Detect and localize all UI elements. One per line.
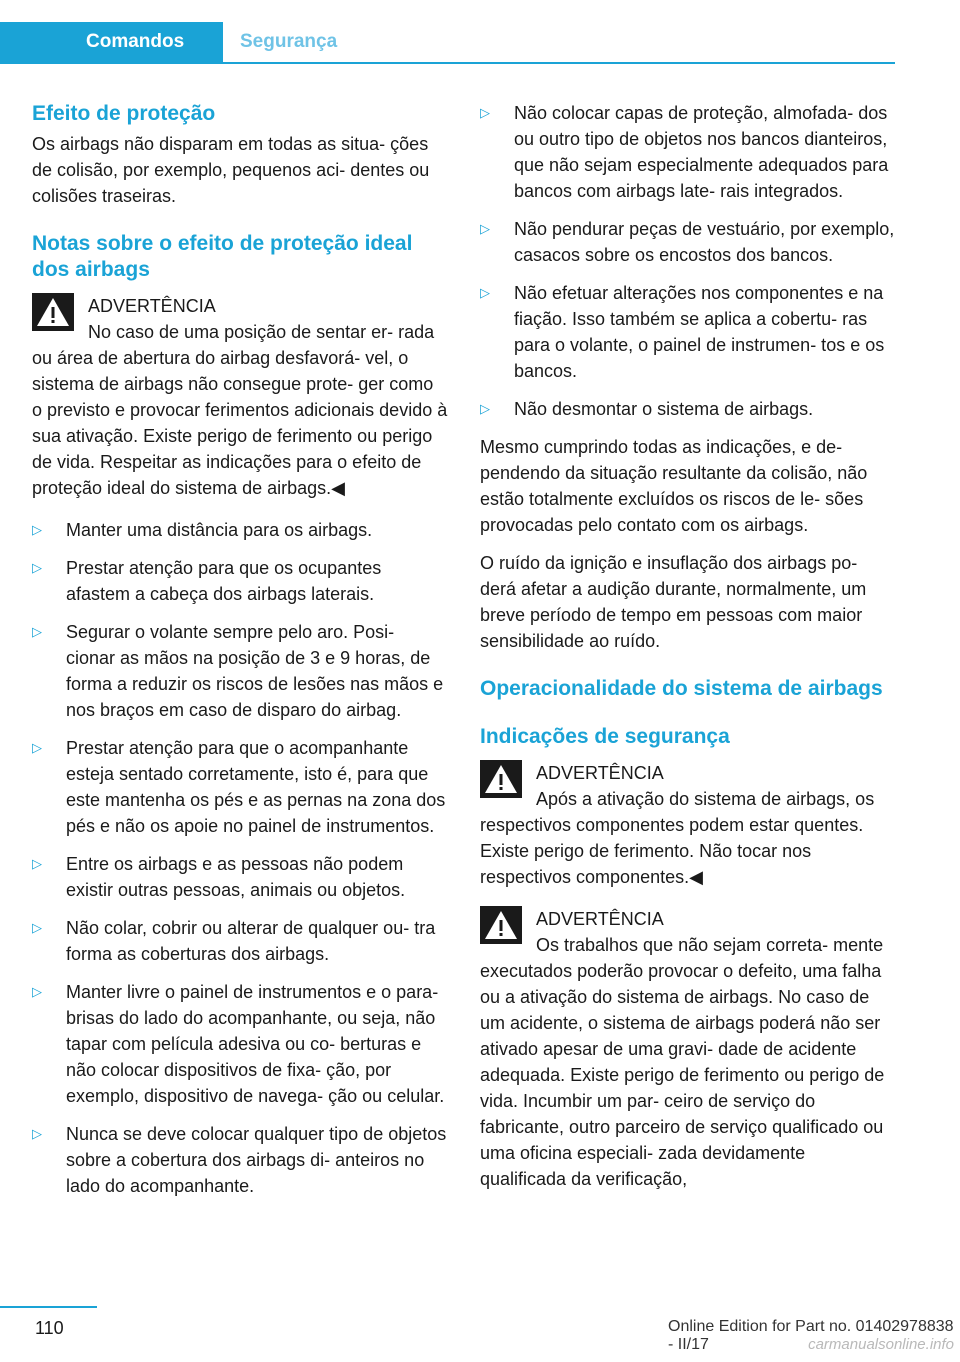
- warning-title: ADVERTÊNCIA: [88, 296, 216, 316]
- warning-triangle-icon: [480, 906, 522, 944]
- list-item: ▷ Entre os airbags e as pessoas não podem existir outras pessoas, animais ou objetos.: [32, 851, 448, 903]
- footer-divider: [0, 1306, 97, 1308]
- page-header: [0, 22, 895, 64]
- triangle-bullet-icon: ▷: [32, 560, 42, 575]
- warning-box: [32, 293, 448, 501]
- triangle-bullet-icon: ▷: [480, 221, 490, 236]
- watermark: carmanualsonline.info: [808, 1336, 954, 1353]
- edition-text: Online Edition for Part no. 01402978838 - II/17: [668, 1318, 954, 1353]
- warning-triangle-icon: [480, 760, 522, 798]
- triangle-bullet-icon: ▷: [32, 984, 42, 999]
- triangle-bullet-icon: ▷: [32, 522, 42, 537]
- section-text-efeito: Os airbags não disparam em todas as situa‐ ções de colisão, por exemplo, pequenos aci‐ dentes ou colisões traseiras.: [32, 134, 430, 206]
- paragraph: Mesmo cumprindo todas as indicações, e de‐ pendendo da situação resultante da colisão, não estão totalmente excluídos os riscos de le‐ sões provocadas pelo contato com os airbags.: [480, 437, 868, 535]
- section-title-notas: Notas sobre o efeito de proteção ideal dos airbags: [32, 232, 413, 281]
- section-tab-comandos: Comandos: [0, 22, 223, 62]
- warning-title: ADVERTÊNCIA: [536, 909, 664, 929]
- warning-box: [480, 760, 896, 890]
- triangle-bullet-icon: ▷: [32, 920, 42, 935]
- triangle-bullet-icon: ▷: [32, 624, 42, 639]
- list-item: ▷ Não pendurar peças de vestuário, por exemplo, casacos sobre os encostos dos bancos.: [480, 216, 896, 268]
- warning-triangle-icon: [32, 293, 74, 331]
- list-item: ▷ Prestar atenção para que o acompanhante esteja sentado corretamente, isto é, para que este mantenha os pés e as pernas na zona dos pés e não os apoie no painel de instrumentos.: [32, 735, 448, 839]
- page-number: 110: [35, 1318, 64, 1338]
- warning-box: [480, 906, 896, 1192]
- paragraph: O ruído da ignição e insuflação dos airbags po‐ derá afetar a audição durante, normalmente, um breve período de tempo em pessoas com maior sensibilidade ao ruído.: [480, 553, 867, 651]
- list-item: ▷ Não colar, cobrir ou alterar de qualquer ou‐ tra forma as coberturas dos airbags.: [32, 915, 448, 967]
- list-item: ▷ Manter uma distância para os airbags.: [32, 517, 448, 543]
- list-item: ▷ Nunca se deve colocar qualquer tipo de objetos sobre a cobertura dos airbags di‐ anteiros no lado do acompanhante.: [32, 1121, 448, 1199]
- warning-text: Após a ativação do sistema de airbags, os respectivos componentes podem estar quentes. Existe perigo de ferimento. Não tocar nos respectivos componentes.◀: [480, 789, 875, 887]
- list-item: ▷ Não colocar capas de proteção, almofada‐ dos ou outro tipo de objetos nos bancos dianteiros, que não sejam especialmente adequados para bancos com airbags late‐ rais integrados.: [480, 100, 896, 204]
- list-item: ▷ Manter livre o painel de instrumentos e o para-brisas do lado do acompanhante, ou seja, não tapar com película adesiva ou co‐ berturas e não colocar dispositivos de fixa‐ ção, por exemplo, dispositivo de navega‐ ção ou celular.: [32, 979, 448, 1109]
- triangle-bullet-icon: ▷: [32, 1126, 42, 1141]
- triangle-bullet-icon: ▷: [32, 856, 42, 871]
- warning-title: ADVERTÊNCIA: [536, 763, 664, 783]
- triangle-bullet-icon: ▷: [480, 285, 490, 300]
- section-title-operacionalidade: Operacionalidade do sistema de airbags: [480, 677, 883, 700]
- list-item: ▷ Não desmontar o sistema de airbags.: [480, 396, 896, 422]
- right-column: [480, 100, 896, 1208]
- list-item: ▷ Segurar o volante sempre pelo aro. Posi‐ cionar as mãos na posição de 3 e 9 horas, de forma a reduzir os riscos de lesões nas mãos e nos braços em caso de disparo do airbag.: [32, 619, 448, 723]
- section-title-efeito: Efeito de proteção: [32, 102, 216, 125]
- left-column: [32, 100, 448, 1211]
- list-item: ▷ Prestar atenção para que os ocupantes afastem a cabeça dos airbags laterais.: [32, 555, 448, 607]
- triangle-bullet-icon: ▷: [480, 401, 490, 416]
- triangle-bullet-icon: ▷: [32, 740, 42, 755]
- bullet-list: [480, 100, 896, 422]
- warning-text: No caso de uma posição de sentar er‐ rada ou área de abertura do airbag desfavorá‐ vel, o sistema de airbags não consegue prote‐ ger como o previsto e provocar ferimentos adicionais devido à sua ativação. Existe perigo de ferimento ou perigo de vida. Respeitar as indicações para o efeito de proteção ideal do sistema de airbags.◀: [32, 322, 448, 498]
- section-tab-seguranca: Segurança: [240, 31, 338, 52]
- warning-text: Os trabalhos que não sejam correta‐ mente executados poderão provocar o defeito, uma falha ou a ativação do sistema de airbags. No caso de um acidente, o sistema de airbags poderá não ser ativado apesar de uma gravi‐ dade de acidente adequada. Existe perigo de ferimento ou perigo de vida. Incumbir um par‐ ceiro de serviço do fabricante, outro parceiro de serviço qualificado ou uma oficina especiali‐ zada devidamente qualificada da verificação,: [480, 935, 885, 1189]
- triangle-bullet-icon: ▷: [480, 105, 490, 120]
- list-item: ▷ Não efetuar alterações nos componentes e na fiação. Isso também se aplica a cobertu‐ ras para o volante, o painel de instrumen‐ tos e os bancos.: [480, 280, 896, 384]
- bullet-list: [32, 517, 448, 1199]
- section-title-indicacoes: Indicações de segurança: [480, 725, 730, 748]
